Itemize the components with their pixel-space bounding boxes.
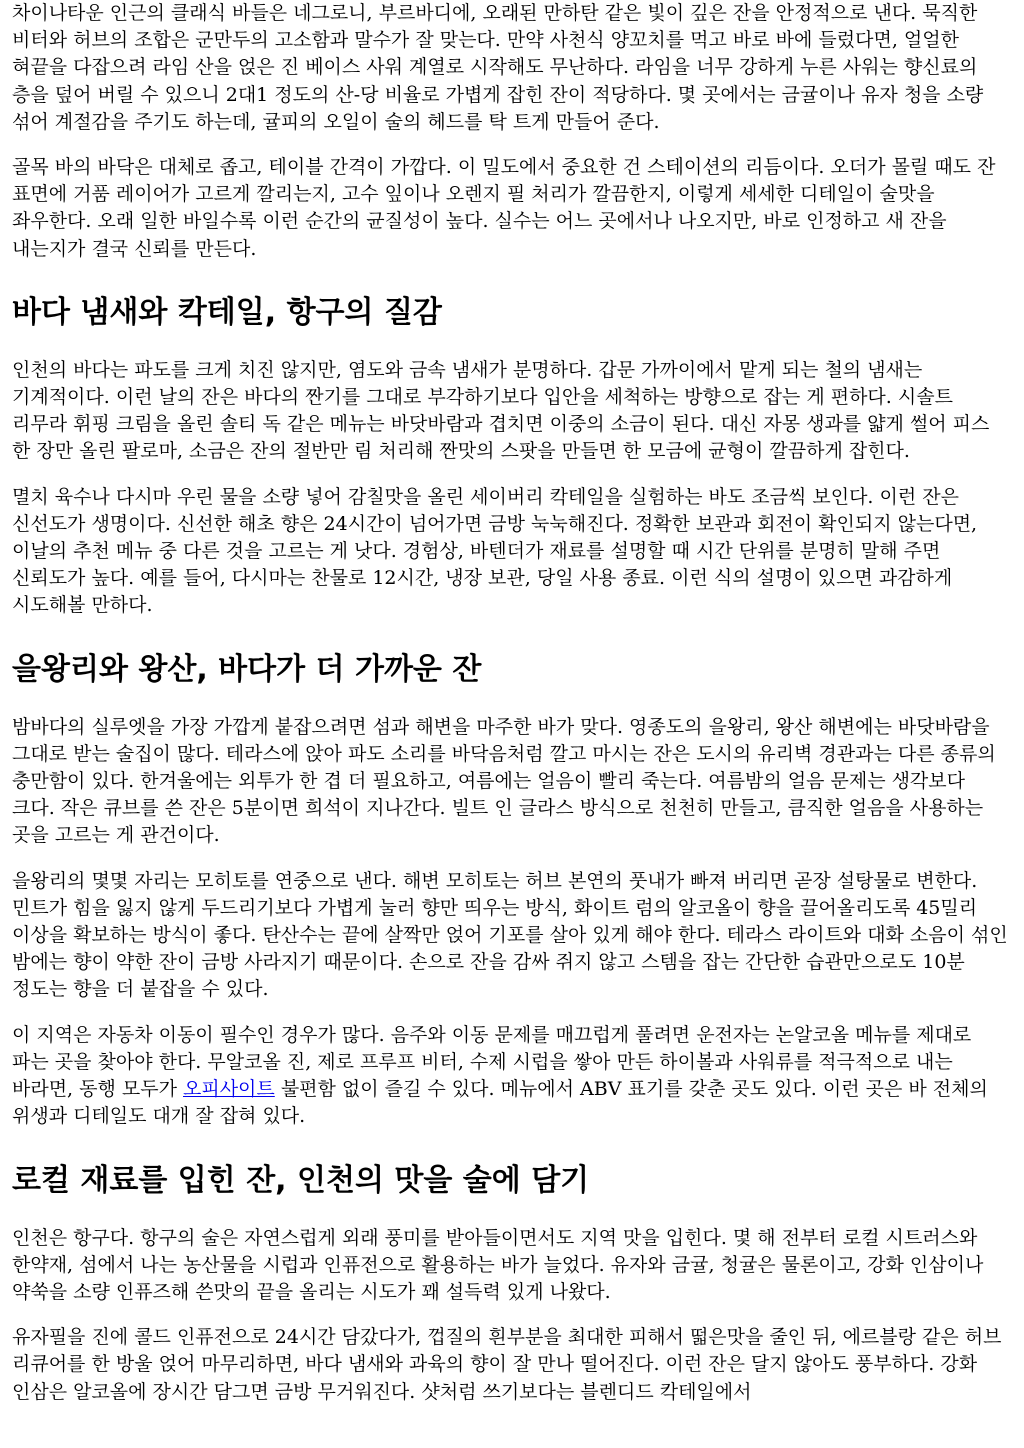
- paragraph-alley-bar-rhythm: 골목 바의 바닥은 대체로 좁고, 테이블 간격이 가깝다. 이 밀도에서 중요한 건 스테이션의 리듬이다. 오더가 몰릴 때도 잔 표면에 거품 레이어가 고르게 깔리는지, 고수 잎이나 오렌지 필 처리가 깔끔한지, 이렇게 세세한 디테일이 술맛을 좌우한다. 오래 일한 바일수록 이런 순간의 균질성이 높다. 실수는 어느 곳에서나 나오지만, 바로 인정하고 새 잔을 내는지가 결국 신뢰를 만든다.: [12, 156, 996, 260]
- paragraph-text-start: 이 지역은 자동차 이동이 필수인 경우가 많다. 음주와 이동 문제를 매끄럽게 풀려면 운전자는 논알코올 메뉴를 제대로 파는 곳을 찾아야 한다. 무알코올 진, 제로 프루프 비터, 수제 시럽을 쌓아 만든 하이볼과 사워류를 적극적으로 내는 바라면, 동행 모두가: [12, 1023, 972, 1101]
- paragraph-mojito: 을왕리의 몇몇 자리는 모히토를 연중으로 낸다. 해변 모히토는 허브 본연의 풋내가 빠져 버리면 곧장 설탕물로 변한다. 민트가 힘을 잃지 않게 두드리기보다 가볍게 눌러 향만 띄우는 방식, 화이트 럼의 알코올이 향을 끌어올리도록 45밀리 이상을 확보하는 방식이 좋다. 탄산수는 끝에 살짝만 얹어 기포를 살아 있게 해야 한다. 테라스 라이트와 대화 소음이 섞인 밤에는 향이 약한 잔이 금방 사라지기 때문이다. 손으로 잔을 감싸 쥐지 않고 스템을 잡는 간단한 습관만으로도 10분 정도는 향을 더 붙잡을 수 있다.: [12, 869, 1008, 1001]
- paragraph-port-city: 인천은 항구다. 항구의 술은 자연스럽게 외래 풍미를 받아들이면서도 지역 맛을 입힌다. 몇 해 전부터 로컬 시트러스와 한약재, 섬에서 나는 농산물을 시럽과 인퓨전으로 활용하는 바가 늘었다. 유자와 금귤, 청귤은 물론이고, 강화 인삼이나 약쑥을 소량 인퓨즈해 쓴맛의 끝을 올리는 시도가 꽤 설득력 있게 나왔다.: [12, 1226, 984, 1303]
- paragraph-chinatown-bars: 차이나타운 인근의 클래식 바들은 네그로니, 부르바디에, 오래된 만하탄 같은 빛이 깊은 잔을 안정적으로 낸다. 묵직한 비터와 허브의 조합은 군만두의 고소함과 말수가 잘 맞는다. 만약 사천식 양꼬치를 먹고 바로 바에 들렀다면, 얼얼한 혀끝을 다잡으려 라임 산을 얹은 진 베이스 사워 계열로 시작해도 무난하다. 라임을 너무 강하게 누른 사워는 향신료의 층을 덮어 버릴 수 있으니 2대1 정도의 산-당 비율로 가볍게 잡힌 잔이 적당하다. 몇 곳에서는 금귤이나 유자 청을 소량 섞어 계절감을 주기도 하는데, 귤피의 오일이 술의 헤드를 탁 트게 만들어 준다.: [12, 2, 984, 133]
- section-heading-local-ingredients: 로컬 재료를 입힌 잔, 인천의 맛을 술에 담기: [12, 1162, 590, 1198]
- paragraph-incheon-sea: 인천의 바다는 파도를 크게 치진 않지만, 염도와 금속 냄새가 분명하다. 갑문 가까이에서 맡게 되는 철의 냄새는 기계적이다. 이런 날의 잔은 바다의 짠기를 그대로 부각하기보다 입안을 세척하는 방향으로 잡는 게 편하다. 시솔트 리무라 휘핑 크림을 올린 솔티 독 같은 메뉴는 바닷바람과 겹치면 이중의 소금이 된다. 대신 자몽 생과를 얇게 썰어 피스 한 장만 올린 팔로마, 소금은 잔의 절반만 림 처리해 짠맛의 스팟을 만들면 한 모금에 균형이 깔끔하게 잡힌다.: [12, 358, 990, 463]
- paragraph-yuzu-infusion: 유자필을 진에 콜드 인퓨전으로 24시간 담갔다가, 껍질의 흰부분을 최대한 피해서 떫은맛을 줄인 뒤, 에르블랑 같은 허브 리큐어를 한 방울 얹어 마무리하면, 바다 냄새와 과육의 향이 잘 만나 떨어진다. 이런 잔은 달지 않아도 풍부하다. 강화 인삼은 알코올에 장시간 담그면 금방 무거워진다. 샷처럼 쓰기보다는 블렌디드 칵테일에서: [12, 1326, 1002, 1403]
- paragraph-savory-cocktails: 멸치 육수나 다시마 우린 물을 소량 넣어 감칠맛을 올린 세이버리 칵테일을 실험하는 바도 조금씩 보인다. 이런 잔은 신선도가 생명이다. 신선한 해초 향은 24시간이 넘어가면 금방 눅눅해진다. 정확한 보관과 회전이 확인되지 않는다면, 이날의 추천 메뉴 중 다른 것을 고르는 게 낫다. 경험상, 바텐더가 재료를 설명할 때 시간 단위를 분명히 말해 주면 신뢰도가 높다. 예를 들어, 다시마는 찬물로 12시간, 냉장 보관, 당일 사용 종료. 이런 식의 설명이 있으면 과감하게 시도해볼 만하다.: [12, 485, 978, 617]
- section-heading-sea-smell: 바다 냄새와 칵테일, 항구의 질감: [12, 294, 442, 330]
- opisite-link[interactable]: 오피사이트: [183, 1078, 275, 1101]
- paragraph-night-sea-bars: 밤바다의 실루엣을 가장 가깝게 붙잡으려면 섬과 해변을 마주한 바가 맞다. 영종도의 을왕리, 왕산 해변에는 바닷바람을 그대로 받는 술집이 많다. 테라스에 앉아 파도 소리를 바닥음처럼 깔고 마시는 잔은 도시의 유리벽 경관과는 다른 종류의 충만함이 있다. 한겨울에는 외투가 한 겹 더 필요하고, 여름에는 얼음이 빨리 죽는다. 여름밤의 얼음 문제는 생각보다 크다. 작은 큐브를 쓴 잔은 5분이면 희석이 지나간다. 빌트 인 글라스 방식으로 천천히 만들고, 큼직한 얼음을 사용하는 곳을 고르는 게 관건이다.: [12, 715, 996, 847]
- section-heading-eulwangni: 을왕리와 왕산, 바다가 더 가까운 잔: [12, 651, 482, 687]
- paragraph-text-end: 불편함 없이 즐길 수 있다. 메뉴에서 ABV 표기를 갖춘 곳도 있다. 이런 곳은 바 전체의 위생과 디테일도 대개 잘 잡혀 있다.: [12, 1078, 988, 1128]
- paragraph-non-alcoholic: [12, 1022, 1012, 1131]
